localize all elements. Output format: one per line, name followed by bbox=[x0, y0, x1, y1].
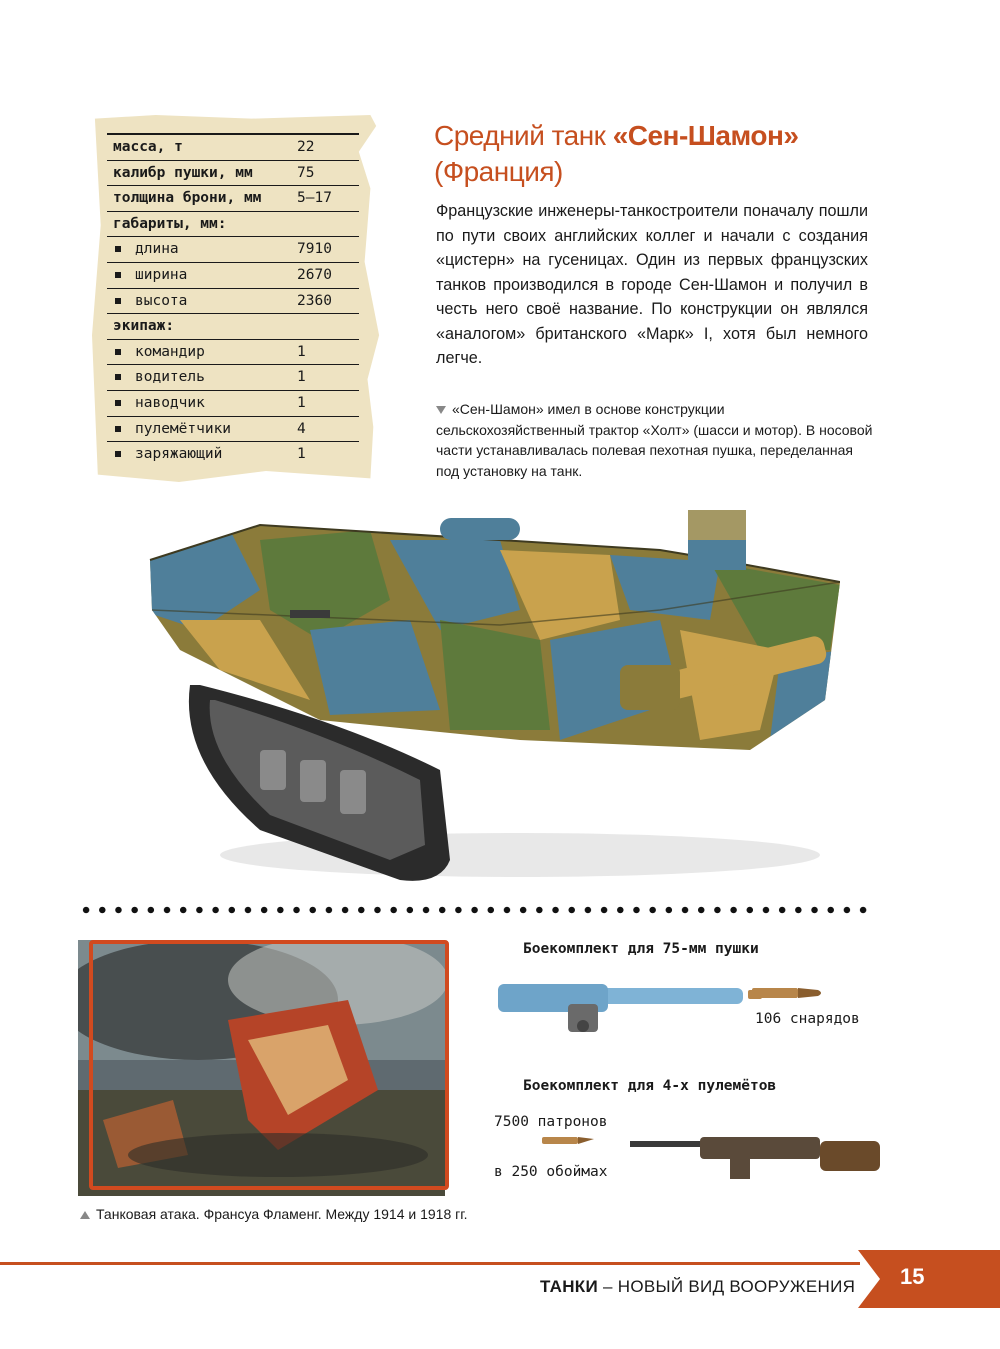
bullet-icon bbox=[115, 400, 121, 406]
page-number: 15 bbox=[900, 1264, 925, 1289]
cannon-illustration bbox=[488, 968, 768, 1040]
triangle-up-icon bbox=[80, 1211, 90, 1219]
tank-illustration bbox=[140, 500, 840, 890]
spec-row-caliber: калибр пушки, мм 75 bbox=[107, 161, 359, 187]
footer-rule bbox=[0, 1262, 860, 1265]
gun-ammo-count: 106 снарядов bbox=[755, 1011, 860, 1027]
dotted-divider bbox=[78, 906, 868, 914]
machine-gun-illustration bbox=[540, 1125, 885, 1181]
spec-row-loader: заряжающий 1 bbox=[107, 442, 359, 467]
tank-caption: «Сен-Шамон» имел в основе конструкции сельскохозяйственный трактор «Холт» (шасси и мотор). В носовой части устанавливалась полевая пехотная пушка, переделанная под установку на танк. bbox=[436, 401, 873, 479]
spec-row-machine-gunners: пулемётчики 4 bbox=[107, 417, 359, 443]
tank-country: (Франция) bbox=[434, 156, 563, 187]
tank-name: «Сен-Шамон» bbox=[612, 120, 799, 151]
spec-row-mass: масса, т 22 bbox=[107, 133, 359, 161]
spec-row-height: высота 2360 bbox=[107, 289, 359, 315]
bullet-icon bbox=[115, 374, 121, 380]
mg-ammo-count: 7500 патронов bbox=[494, 1114, 608, 1130]
bullet-icon bbox=[115, 298, 121, 304]
painting-highlight-frame bbox=[89, 940, 449, 1190]
spec-row-armor: толщина брони, мм 5–17 bbox=[107, 186, 359, 212]
mg-ammo-title: Боекомплект для 4-х пулемётов bbox=[523, 1078, 777, 1094]
spec-row-dimensions-header: габариты, мм: bbox=[107, 212, 359, 238]
spec-row-driver: водитель 1 bbox=[107, 365, 359, 391]
spec-row-commander: командир 1 bbox=[107, 340, 359, 366]
spec-row-length: длина 7910 bbox=[107, 237, 359, 263]
spec-row-width: ширина 2670 bbox=[107, 263, 359, 289]
mg-ammo-clips: в 250 обоймах bbox=[494, 1164, 608, 1180]
spec-row-crew-header: экипаж: bbox=[107, 314, 359, 340]
bullet-icon bbox=[115, 451, 121, 457]
bullet-icon bbox=[115, 272, 121, 278]
page-title: Средний танк «Сен-Шамон» (Франция) bbox=[434, 120, 799, 187]
spec-row-gunner: наводчик 1 bbox=[107, 391, 359, 417]
spec-table bbox=[107, 133, 359, 467]
body-paragraph: Французские инженеры-танкостроители поначалу пошли по пути своих английских коллег и начали с создания «цистерн» на гусеницах. Один из первых французских танков производился в городе Сен-Шамон и получил в честь него своё название. По конструкции он являлся «аналогом» британского «Марк» I, хотя был немного легче. bbox=[436, 202, 868, 367]
footer-section-title: ТАНКИ – НОВЫЙ ВИД ВООРУЖЕНИЯ bbox=[540, 1277, 856, 1296]
gun-ammo-title: Боекомплект для 75-мм пушки bbox=[523, 941, 759, 957]
bullet-icon bbox=[115, 349, 121, 355]
painting-caption: Танковая атака. Франсуа Фламенг. Между 1914 и 1918 гг. bbox=[80, 1206, 468, 1222]
shell-icon bbox=[752, 987, 824, 999]
triangle-down-icon bbox=[436, 406, 446, 414]
bullet-icon bbox=[115, 426, 121, 432]
bullet-icon bbox=[115, 246, 121, 252]
